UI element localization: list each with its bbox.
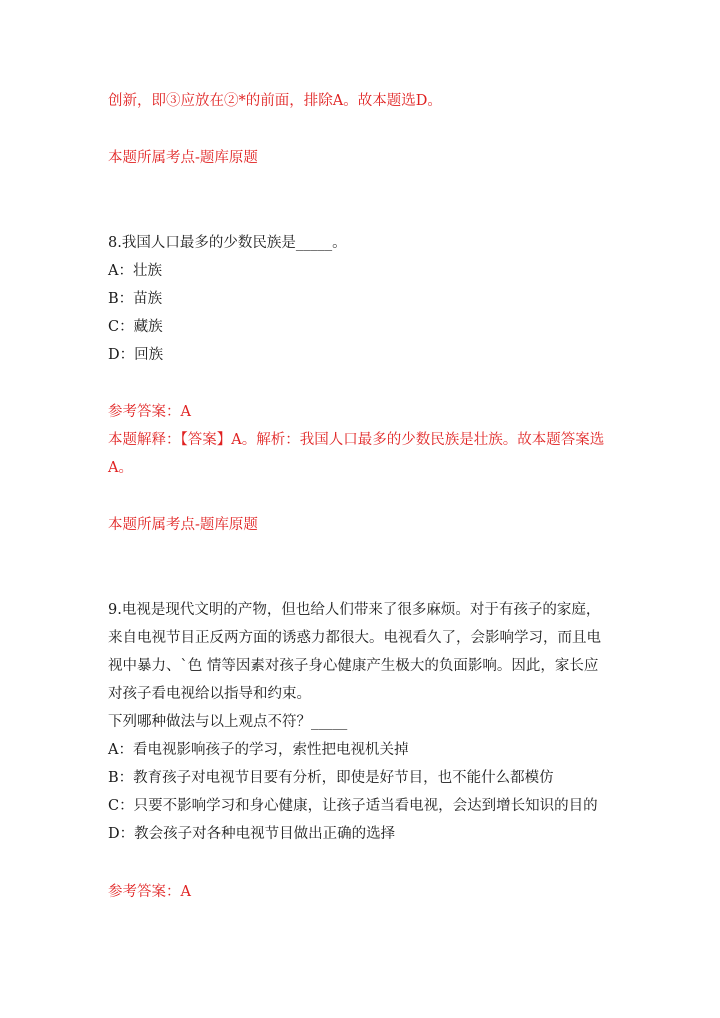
q9-answer: 参考答案：A	[108, 884, 191, 900]
q8-option-c: C：藏族	[108, 319, 163, 335]
q9-stem-line-2: 来自电视节目正反两方面的诱惑力都很大。电视看久了，会影响学习，而且电	[108, 630, 601, 646]
q9-stem-line-1: 9.电视是现代文明的产物，但也给人们带来了很多麻烦。对于有孩子的家庭，	[108, 602, 601, 618]
prev-source: 本题所属考点-题库原题	[108, 150, 258, 166]
q8-explanation-line-2: A。	[108, 460, 133, 476]
q8-stem: 8.我国人口最多的少数民族是_____。	[108, 235, 347, 251]
prev-explanation-tail: 创新，即③应放在②*的前面，排除A。故本题选D。	[108, 93, 442, 109]
q8-source: 本题所属考点-题库原题	[108, 517, 258, 533]
q9-option-b: B：教育孩子对电视节目要有分析，即使是好节目，也不能什么都模仿	[108, 770, 554, 786]
q9-option-c: C：只要不影响学习和身心健康，让孩子适当看电视，会达到增长知识的目的	[108, 798, 598, 814]
q9-stem-line-3: 视中暴力、`色 情等因素对孩子身心健康产生极大的负面影响。因此，家长应	[108, 658, 599, 674]
q9-option-a: A：看电视影响孩子的学习，索性把电视机关掉	[108, 742, 409, 758]
q9-option-d: D：教会孩子对各种电视节目做出正确的选择	[108, 826, 396, 842]
q9-question: 下列哪种做法与以上观点不符？_____	[108, 714, 348, 730]
q8-explanation-line-1: 本题解释：【答案】A。解析：我国人口最多的少数民族是壮族。故本题答案选	[108, 432, 605, 448]
q8-answer: 参考答案：A	[108, 404, 191, 420]
q8-option-a: A：壮族	[108, 263, 162, 279]
q8-option-d: D：回族	[108, 347, 164, 363]
q9-stem-line-4: 对孩子看电视给以指导和约束。	[108, 686, 311, 702]
q8-option-b: B：苗族	[108, 291, 163, 307]
